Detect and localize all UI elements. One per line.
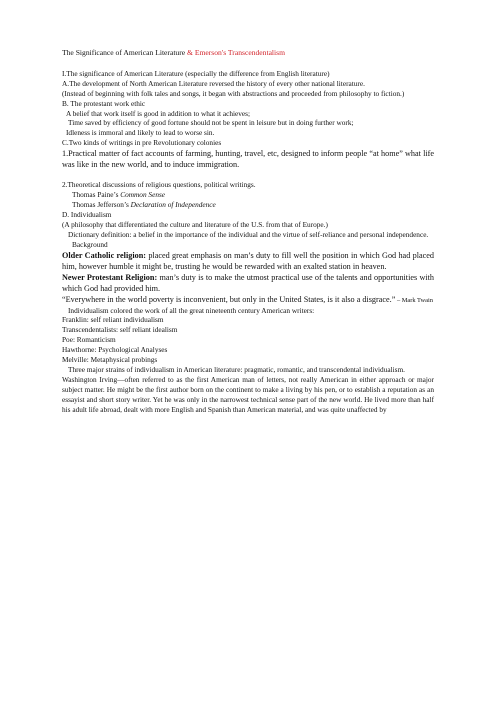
document-page xyxy=(62,48,434,414)
point-d-definition: Dictionary definition: a belief in the importance of the individual and the virtue of self-reliance and personal independence. xyxy=(68,229,429,239)
document-title xyxy=(62,48,434,58)
point-b-item-2: Time saved by efficiency of good fortune should not be spent in leisure but in doing further work; xyxy=(68,118,354,128)
older-catholic-paragraph xyxy=(62,250,434,272)
irving-paragraph: Washington Irving—often referred to as the first American man of letters, not really American in either approach or major subject matter. He might be the first author born on the continent to make a living by his pen, or to establish a reputation as an essayist and short story writer. Yet he was only in the narrowest technical sense part of the new world. He lived more than half his adult life abroad, dealt with more English and Spanish than American material, and was quite unaffected by xyxy=(62,374,434,414)
jefferson-title: Declaration of Independence xyxy=(130,199,216,209)
newer-protestant-label: Newer Protestant Religion: xyxy=(62,272,158,282)
point-c-heading: C.Two kinds of writings in pre Revolutionary colonies xyxy=(62,138,222,148)
older-catholic-text: placed great emphasis on man’s duty to fill well the position in which God had placed him, however humble it might be, trusting he would be rewarded with an exalted station in heaven. xyxy=(62,250,434,271)
quote-author: – Mark Twain xyxy=(395,296,433,304)
point-c-item-2: 2.Theoretical discussions of religious questions, political writings. xyxy=(62,180,256,190)
point-d-note: (A philosophy that differentiated the culture and literature of the U.S. from that of Europe.) xyxy=(62,219,328,229)
jefferson-line xyxy=(62,200,434,210)
point-a: A.The development of North American Literature reversed the history of every other national literature. xyxy=(62,78,365,88)
background-label: Background xyxy=(72,239,108,249)
point-b-item-3: Idleness is immoral and likely to lead to worse sin. xyxy=(66,128,215,138)
jefferson-prefix: Thomas Jefferson’s xyxy=(72,199,131,209)
writer-melville: Melville: Metaphysical probings xyxy=(62,355,158,365)
three-strains: Three major strains of individualism in American literature: pragmatic, romantic, and transcendental individualism. xyxy=(68,364,405,374)
title-main: The Significance of American Literature xyxy=(62,48,186,57)
individualism-colored: Individualism colored the work of all the great nineteenth century American writers: xyxy=(68,305,315,315)
paine-line xyxy=(62,190,434,200)
writer-poe: Poe: Romanticism xyxy=(62,335,116,345)
older-catholic-label: Older Catholic religion: xyxy=(62,250,146,260)
point-d-heading: D. Individualism xyxy=(62,209,112,219)
writer-hawthorne: Hawthorne: Psychological Analyses xyxy=(62,345,168,355)
writer-transcendentalists: Transcendentalists: self reliant idealism xyxy=(62,325,178,335)
point-a-note: (Instead of beginning with folk tales and songs, it began with abstractions and proceeded from philosophy to fiction.) xyxy=(62,88,405,98)
paine-prefix: Thomas Paine’s xyxy=(72,190,121,200)
point-b-item-1: A belief that work itself is good in addition to what it achieves; xyxy=(66,108,251,118)
quote-text: “Everywhere in the world poverty is inconvenient, but only in the United States, is it also a disgrace.” xyxy=(62,294,396,304)
writer-franklin: Franklin: self reliant individualism xyxy=(62,315,164,325)
paine-title: Common Sense xyxy=(120,190,166,200)
twain-quote xyxy=(62,294,434,306)
newer-protestant-paragraph xyxy=(62,272,434,294)
point-b-heading: B. The protestant work ethic xyxy=(62,98,146,108)
section-1-heading: I.The significance of American Literature (especially the difference from English literature) xyxy=(62,68,330,78)
spacer xyxy=(62,170,434,180)
newer-protestant-text: man’s duty is to make the utmost practical use of the talents and opportunities with which God had provided him. xyxy=(62,272,434,293)
point-c-item-1: 1.Practical matter of fact accounts of farming, hunting, travel, etc, designed to inform people “at home” what life was like in the new world, and to induce immigration. xyxy=(62,149,434,170)
title-accent: & Emerson's Transcendentalism xyxy=(187,48,286,57)
